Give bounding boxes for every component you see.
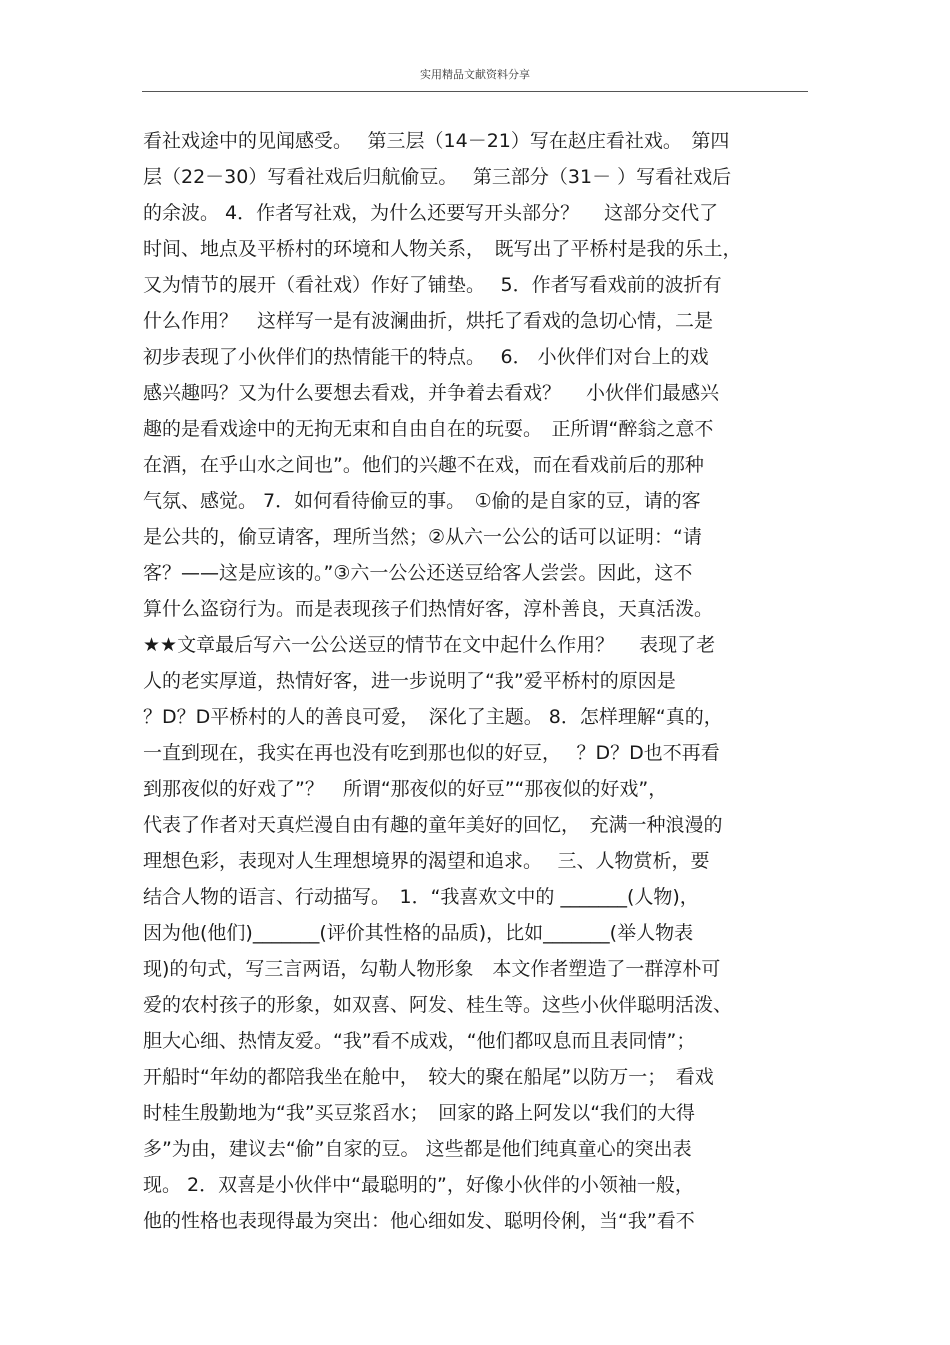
header-rule: [142, 91, 808, 92]
text-line: 初步表现了小伙伴们的热情能干的特点。 6． 小伙伴们对台上的戏: [143, 346, 709, 368]
text-line: 的余波。 4．作者写社戏，为什么还要写开头部分？ 这部分交代了: [143, 202, 719, 224]
text-line: 结合人物的语言、行动描写。 1．“我喜欢文中的 _______(人物)，: [143, 886, 699, 908]
text-line: 什么作用？ 这样写一是有波澜曲折，烘托了看戏的急切心情，二是: [143, 310, 714, 332]
text-line: 开船时“年幼的都陪我坐在舱中， 较大的聚在船尾”以防万一； 看戏: [143, 1066, 714, 1088]
text-line: 多”为由，建议去“偷”自家的豆。 这些都是他们纯真童心的突出表: [143, 1138, 692, 1160]
text-line: 看社戏途中的见闻感受。 第三层（14－21）写在赵庄看社戏。 第四: [143, 130, 730, 152]
text-line: 时桂生殷勤地为“我”买豆浆舀水； 回家的路上阿发以“我们的大得: [143, 1102, 696, 1124]
text-line: 现)的句式，写三言两语，勾勒人物形象 本文作者塑造了一群淳朴可: [143, 958, 721, 980]
text-line: 爱的农村孩子的形象，如双喜、阿发、桂生等。这些小伙伴聪明活泼、: [143, 994, 733, 1016]
document-body: [143, 123, 813, 1239]
text-line: 算什么盗窃行为。而是表现孩子们热情好客，淳朴善良，天真活泼。: [143, 598, 714, 620]
text-line: 人的老实厚道，热情好客，进一步说明了“我”爱平桥村的原因是: [143, 670, 676, 692]
text-line: ？D？D平桥村的人的善良可爱， 深化了主题。 8．怎样理解“真的，: [143, 706, 723, 728]
text-line: 因为他(他们)_______(评价其性格的品质)，比如_______(举人物表: [143, 922, 694, 944]
text-line: 代表了作者对天真烂漫自由有趣的童年美好的回忆， 充满一种浪漫的: [143, 814, 723, 836]
text-line: 胆大心细、热情友爱。“我”看不成戏，“他们都叹息而且表同情”；: [143, 1030, 696, 1052]
text-line: 客？——这是应该的。”③六一公公还送豆给客人尝尝。因此，这不: [143, 562, 693, 584]
text-line: ★★文章最后写六一公公送豆的情节在文中起什么作用？ 表现了老: [143, 634, 716, 656]
text-line: 层（22－30）写看社戏后归航偷豆。 第三部分（31－ ）写看社戏后: [143, 166, 732, 188]
text-line: 现。 2．双喜是小伙伴中“最聪明的”，好像小伙伴的小领袖一般，: [143, 1174, 694, 1196]
text-line: 在酒，在乎山水之间也”。他们的兴趣不在戏，而在看戏前后的那种: [143, 454, 704, 476]
text-line: 理想色彩，表现对人生理想境界的渴望和追求。 三、人物赏析，要: [143, 850, 710, 872]
text-line: 他的性格也表现得最为突出：他心细如发、聪明伶俐，当“我”看不: [143, 1210, 695, 1232]
text-line: 感兴趣吗？又为什么要想去看戏，并争着去看戏？ 小伙伴们最感兴: [143, 382, 720, 404]
text-line: 又为情节的展开（看社戏）作好了铺垫。 5．作者写看戏前的波折有: [143, 274, 722, 296]
text-line: 一直到现在，我实在再也没有吃到那也似的好豆， ？D？D也不再看: [143, 742, 720, 764]
text-line: 时间、地点及平桥村的环境和人物关系， 既写出了平桥村是我的乐土，: [143, 238, 742, 260]
text-line: 趣的是看戏途中的无拘无束和自由自在的玩耍。 正所谓“醉翁之意不: [143, 418, 714, 440]
text-line: 是公共的，偷豆请客，理所当然；②从六一公公的话可以证明：“请: [143, 526, 702, 548]
text-line: 气氛、感觉。 7．如何看待偷豆的事。 ①偷的是自家的豆，请的客: [143, 490, 701, 512]
text-line: 到那夜似的好戏了”？ 所谓“那夜似的好豆”“那夜似的好戏”，: [143, 778, 668, 800]
page-header: 实用精品文献资料分享: [420, 68, 530, 81]
